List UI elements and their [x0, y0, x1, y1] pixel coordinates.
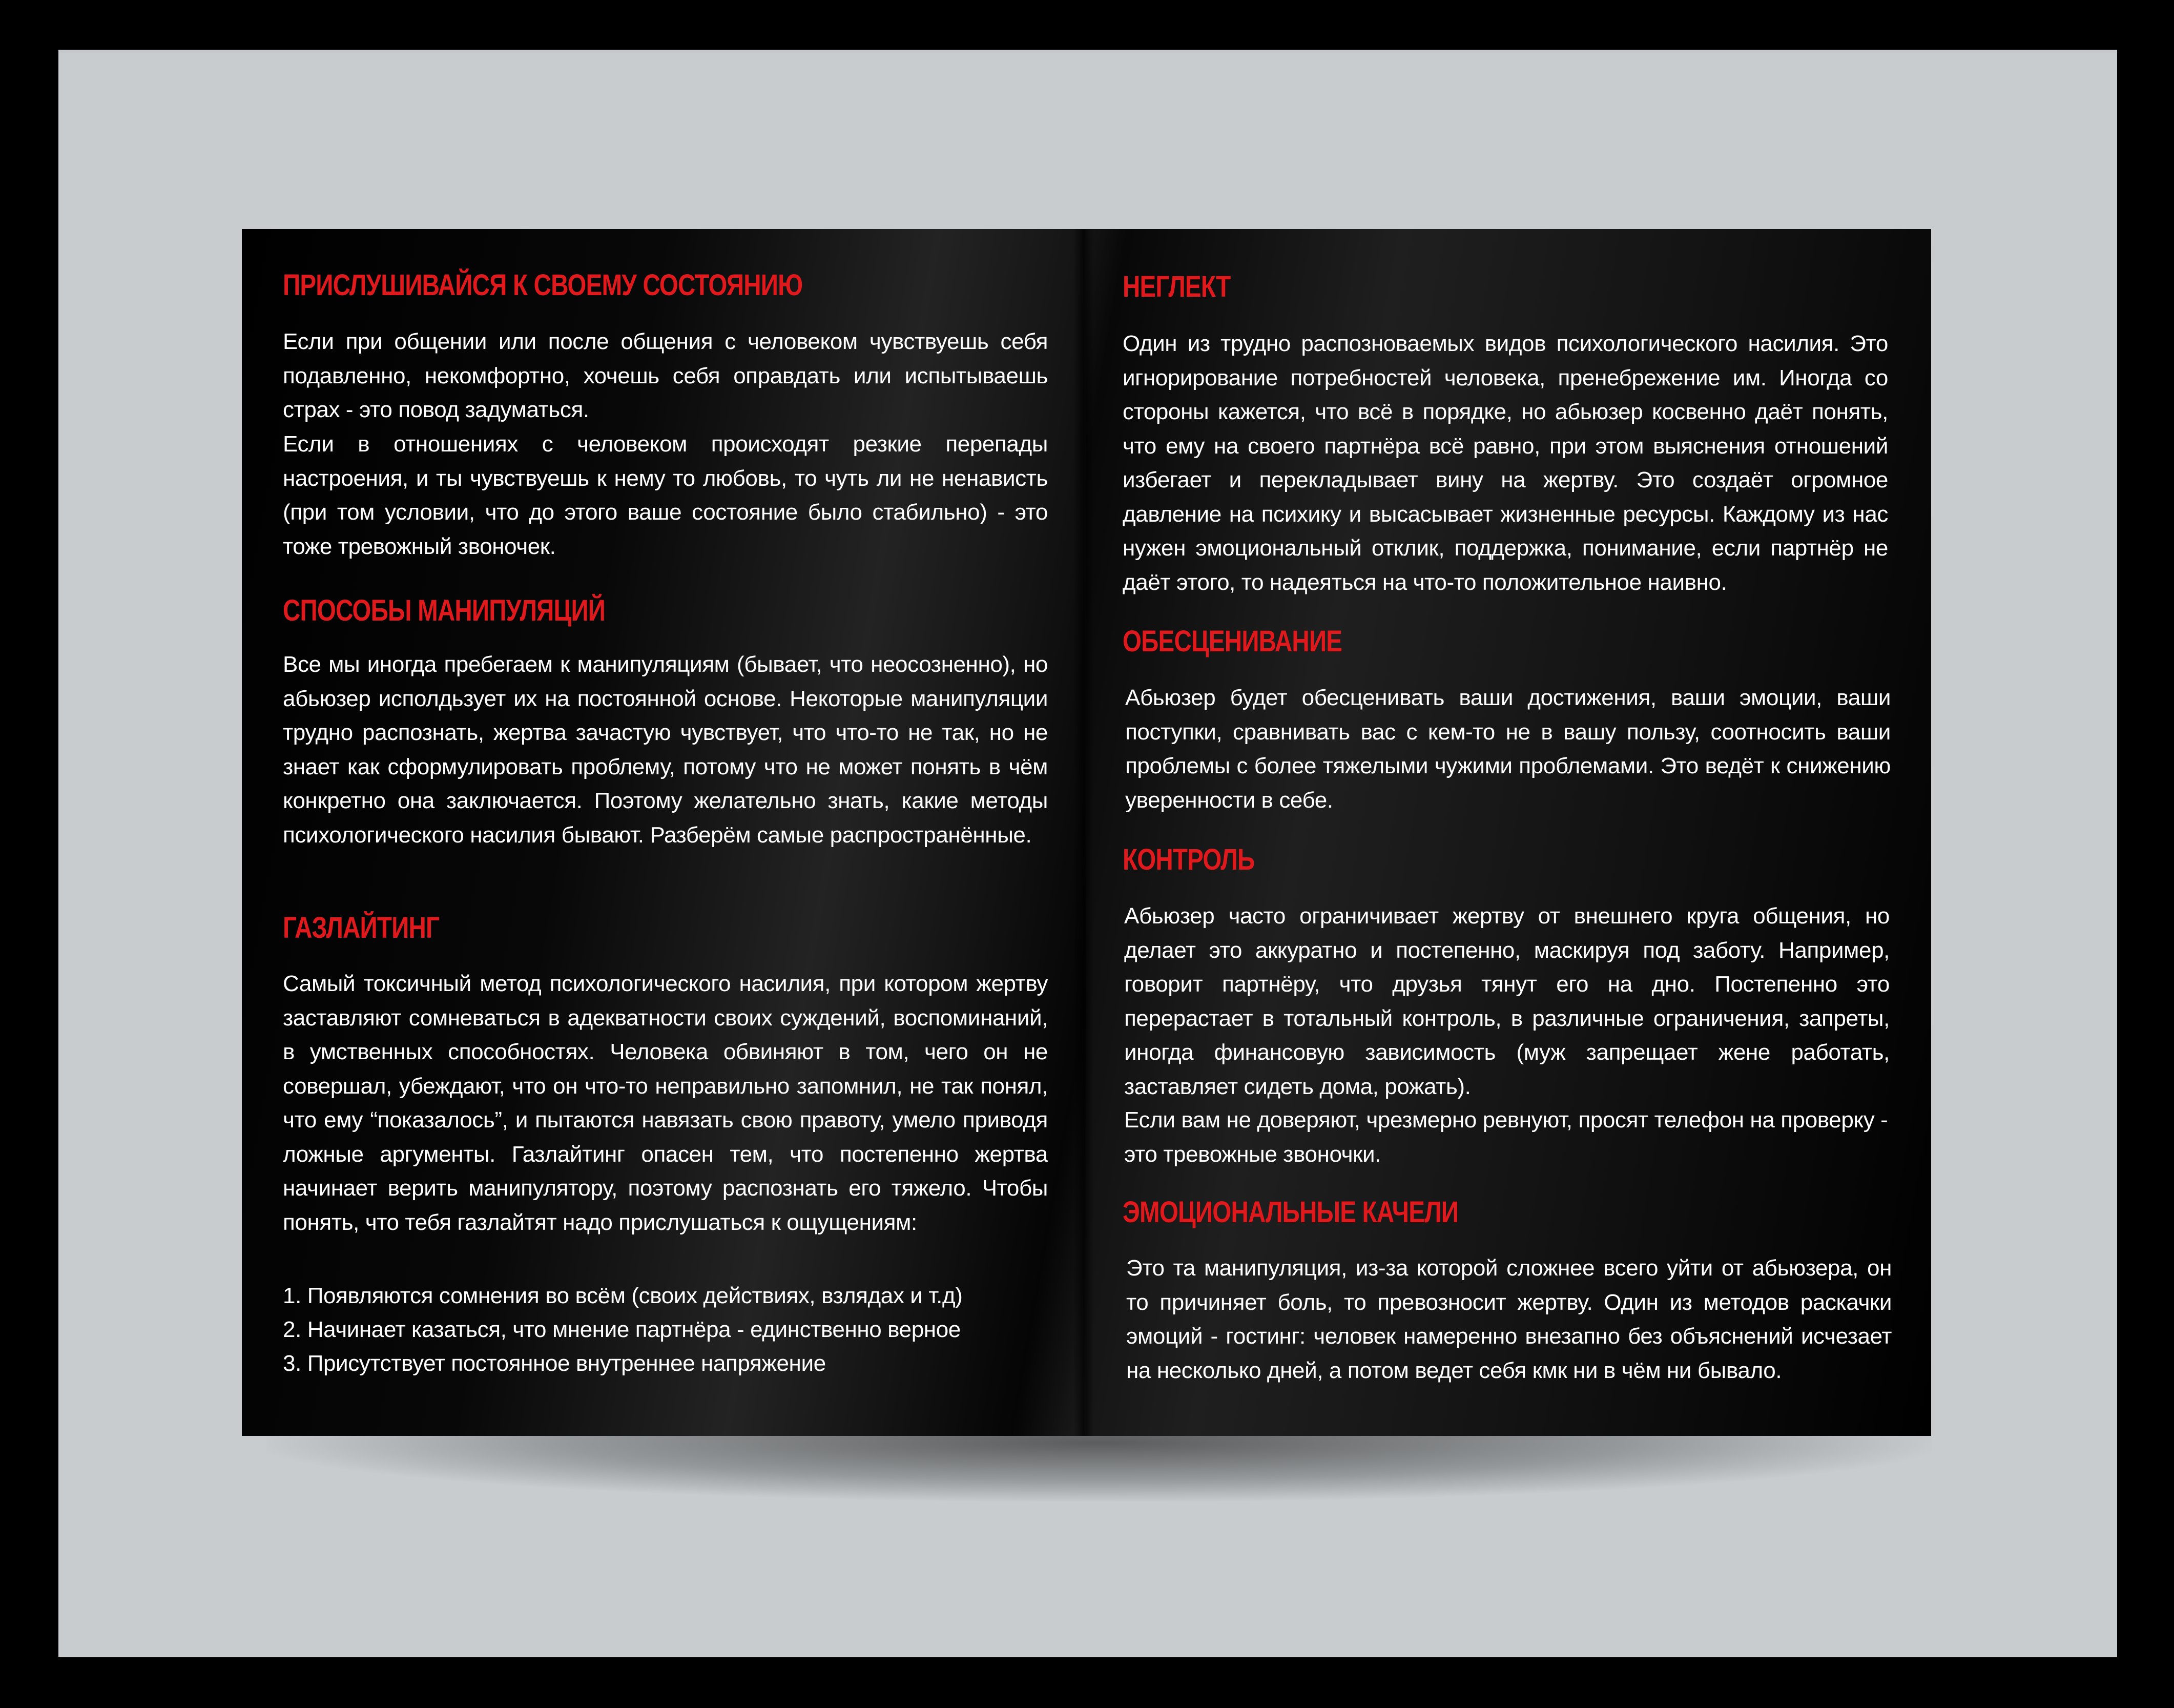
heading-emotional-swings: ЭМОЦИОНАЛЬНЫЕ КАЧЕЛИ [1123, 1196, 1459, 1229]
gaslighting-signs-list [283, 1279, 963, 1381]
heading-manipulation-methods: СПОСОБЫ МАНИПУЛЯЦИЙ [283, 594, 606, 627]
book-spine [1073, 229, 1094, 1436]
list-item: 1. Появляются сомнения во всём (своих действиях, взлядах и т.д) [283, 1283, 963, 1308]
paragraph-control-1: Абьюзер часто ограничивает жертву от внешнего круга общения, но делает это аккуратно и постепенно, маскируя под заботу. Например, говорит партнёру, что друзья тянут его на дно. Постепенно это перерастает в тотальный контроль, в различные ограничения, запреты, иногда финансовую зависимость (муж запрещает жене работать, заставляет сидеть дома, рожать). [1124, 903, 1890, 1099]
heading-neglect: НЕГЛЕКТ [1123, 270, 1231, 303]
list-item: 3. Присутствует постоянное внутреннее напряжение [283, 1351, 826, 1376]
paragraph-emotional-swings: Это та манипуляция, из-за которой сложнее всего уйти от абьюзера, он то причиняет боль, то превозносит жертву. Один из методов раскачки эмоций - гостинг: человек намеренно внезапно без объяснений исчезает на несколько дней, а потом ведет себя кмк ни в чём ни бывало. [1126, 1256, 1892, 1383]
heading-control: КОНТРОЛЬ [1123, 843, 1255, 876]
heading-gaslighting: ГАЗЛАЙТИНГ [283, 911, 440, 944]
heading-listen-state: ПРИСЛУШИВАЙСЯ К СВОЕМУ СОСТОЯНИЮ [283, 269, 803, 302]
list-item: 2. Начинает казаться, что мнение партнёра - единственно верное [283, 1317, 961, 1342]
paragraph-neglect: Один из трудно распозноваемых видов психологического насилия. Это игнорирование потребностей человека, пренебрежение им. Иногда со стороны кажется, что всё в порядке, но абьюзер косвенно даёт понять, что ему на своего партнёра всё равно, при этом выяснения отношений избегает и перекладывает вину на жертву. Это создаёт огромное давление на психику и высасывает жизненные ресурсы. Каждому из нас нужен эмоциональный отклик, поддержка, понимание, если партнёр не даёт этого, то надеяться на что-то положительное наивно. [1123, 331, 1888, 595]
paragraph-manipulation-methods: Все мы иногда пребегаем к манипуляциям (бывает, что неосозненно), но абьюзер исполдьзует их на постоянной основе. Некоторые манипуляции трудно распознать, жертва зачастую чувствует, что что-то не так, но не знает как сформулировать проблему, потому что не может понять в чём конкретно она заключается. Поэтому желательно знать, какие методы психологического насилия бывают. Разберём самые распространённые. [283, 652, 1048, 848]
paragraph-control-2: Если вам не доверяют, чрезмерно ревнуют, просят телефон на проверку - это тревожные звоночки. [1124, 1107, 1888, 1167]
paragraph-devaluation: Абьюзер будет обесценивать ваши достижения, ваши эмоции, ваши поступки, сравнивать вас с кем-то не в вашу пользу, соотносить ваши проблемы с более тяжелыми чужими проблемами. Это ведёт к снижению уверенности в себе. [1125, 685, 1891, 813]
paragraph-gaslighting: Самый токсичный метод психологического насилия, при котором жертву заставляют сомневаться в адекватности своих суждений, воспоминаний, в умственных способностях. Человека обвиняют в том, чего он не совершал, убеждают, что он что-то неправильно запомнил, не так понял, что ему “показалось”, и пытаются навязать свою правоту, умело приводя ложные аргументы. Газлайтинг опасен тем, что постепенно жертва начинает верить манипулятору, поэтому распознать его тяжело. Чтобы понять, что тебя газлайтят надо прислушаться к ощущениям: [283, 971, 1048, 1235]
heading-devaluation: ОБЕСЦЕНИВАНИЕ [1123, 625, 1342, 658]
paragraph-listen-state-2: Если в отношениях с человеком происходят резкие перепады настроения, и ты чувствуешь к нему то любовь, то чуть ли не ненависть (при том условии, что до этого ваше состояние было стабильно) - это тоже тревожный звоночек. [283, 431, 1048, 559]
paragraph-listen-state-1: Если при общении или после общения с человеком чувствуешь себя подавленно, некомфортно, хочешь себя оправдать или испытываешь страх - это повод задуматься. [283, 329, 1048, 422]
